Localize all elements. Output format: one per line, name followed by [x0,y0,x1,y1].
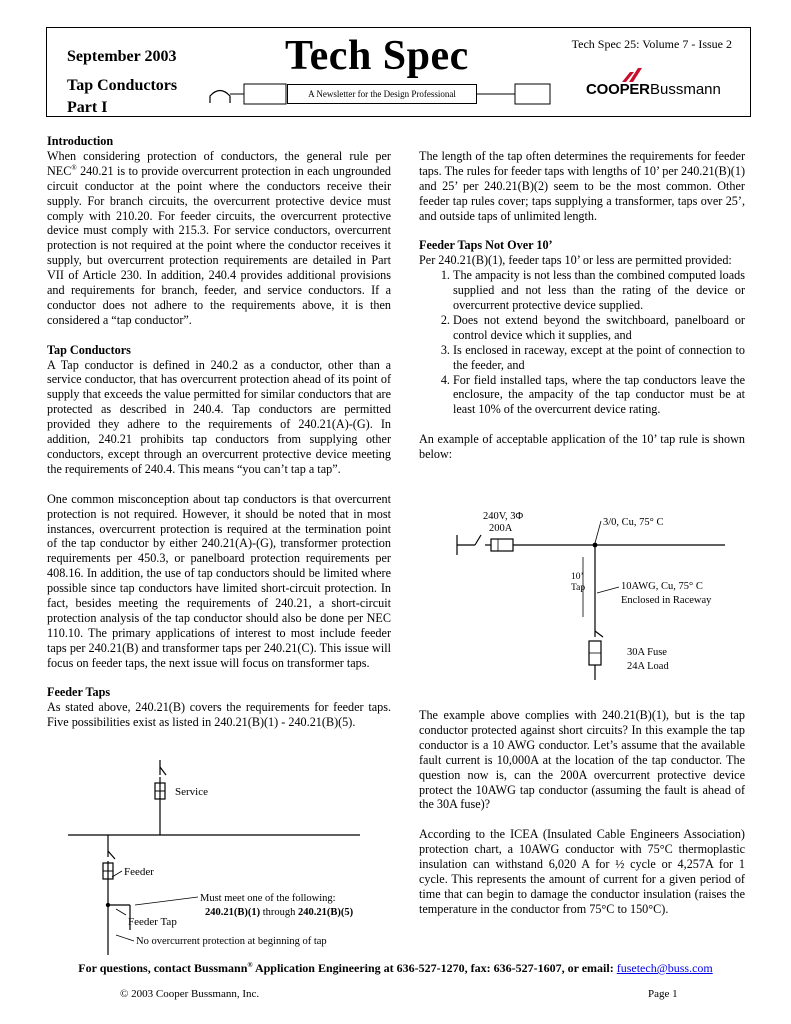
contact-text-a: For questions, contact Bussmann [78,961,248,975]
feeder-paragraph: As stated above, 240.21(B) covers the requirements for feeder taps. Five possibilities exist as listed in 240.21(B)(1) - 240.21(B)(5). [47,700,391,730]
topic-line-1: Tap Conductors [67,77,178,94]
masthead [46,27,751,117]
range-note: 240.21(B)(1) through 240.21(B)(5) [205,907,354,918]
no-protection-note: No overcurrent protection at beginning of tap [136,936,327,947]
condition-item: 1. The ampacity is not less than the combined computed loads supplied and not less than the rating of the device or overcurrent protective device supplied. [453,268,745,313]
ten-foot-heading: Feeder Taps Not Over 10’ [419,238,553,253]
fuse-rating: 30A Fuse [627,647,667,658]
main-fuse-icon [491,539,513,551]
feeder-conductor-spec: 3/0, Cu, 75° C [603,517,664,528]
intro-text-b: 240.21 is to provide overcurrent protection in each ungrounded circuit conductor at the point where the conductors receive their supply. For branch circuits, the overcurrent protective device must comply with 210.20. For feeder circuits, the overcurrent protective device must comply with 215.3. For service conductors, overcurrent protection is not required at the point where the conductor receives it supply, but overcurrent protection requirements are detailed in Part VII of Article 230. In addition, 240.4 provides additional provisions and requirements for branch, feeder, and service conductors. If a conductor does not adhere to the requirements above, it is then considered a “tap conductor”. [47,163,391,327]
cooper-bussmann-logo [586,68,726,100]
registered-mark: ® [71,163,77,172]
contact-text-b: Application Engineering at 636-527-1270, fax: 636-527-1607, or email: [252,961,617,975]
source-ampacity: 200A [489,523,513,534]
issue-date: September 2003 [67,48,177,65]
example-paragraph: The example above complies with 240.21(B)(1), but is the tap conductor protected against short circuits? In this example the tap conductor is a 10 AWG conductor. Let’s assume that the available fault current is 10,000A at the location of the tap conductor. The question now is, can the 200A overcurrent protective device protect the 10AWG tap conductor (assuming the fault is ahead of the 30A fuse)? [419,708,745,812]
must-meet-note: Must meet one of the following: [200,893,336,904]
contact-registered-mark: ® [247,961,253,969]
intro-text-a: When considering protection of conductors, the general rule per NEC [47,148,391,178]
tap-paragraph: A Tap conductor is defined in 240.2 as a conductor, other than a service conductor, that has overcurrent protection ahead of its point of supply that exceeds the value permitted for similar conductors that are protected as described in 240.4. Tap conductors are permitted provided they adhere to the requirements of 240.21(A)-(G). In addition, 240.21 prohibits tap conductors from supplying other conductors, except through an overcurrent protective device meeting the requirements of 240.4. This means “you can’t tap a tap”. [47,357,391,476]
feeder-tap-diagram [60,755,380,955]
left-column [47,134,391,730]
ten-foot-intro: Per 240.21(B)(1), feeder taps 10’ or less are permitted provided: [419,253,732,268]
tap-word: Tap [571,583,586,593]
tap-heading: Tap Conductors [47,342,131,357]
masthead-left [67,46,177,119]
contact-line [0,961,791,976]
misconception-paragraph: One common misconception about tap conductors is that overcurrent protection is not required. However, it should be noted that in most instances, overcurrent protection is required at the termination point of the tap conductor by either 240.21(A)-(G), transformer protection requirements per 450.3, or panelboard protection requirements per 408.16. In addition, the use of tap conductors should be limited where possible since tap conductors have limited short-circuit protection. In fact, besides meeting the requirements of 240.21, a short-circuit protection analysis of the tap conductor should also be done per NEC 110.10. The primary applications of interest to most include feeder taps per 240.21(B) and transformer taps per 240.21(C). This issue will focus on feeder taps, the next issue will focus on transformer taps. [47,491,391,670]
source-voltage: 240V, 3Φ [483,511,524,522]
load-rating: 24A Load [627,661,669,672]
feeder-tap-label: Feeder Tap [128,916,177,928]
tap-conductor-spec: 10AWG, Cu, 75° C [621,581,703,592]
copyright: © 2003 Cooper Bussmann, Inc. [120,988,260,1000]
logo-cooper: COOPER [586,81,650,98]
email-link[interactable]: fusetech@buss.com [616,961,713,975]
intro-paragraph [47,149,391,328]
ten-foot-conditions [419,268,745,417]
logo-bussmann: Bussmann [650,81,721,98]
newsletter-title: Tech Spec [285,33,469,79]
topic-line-2: Part I [67,99,108,116]
issue-number: Tech Spec 25: Volume 7 - Issue 2 [571,37,732,51]
tap-length-paragraph: The length of the tap often determines the requirements for feeder taps. The rules for feeder taps with lengths of 10’ per 240.21(B)(1) and 25’ per 240.21(B)(2) seem to be the most common. Other feeder tap rules cover; taps supplying a transformer, taps over 25’, and outside taps of unlimited length. [419,149,745,223]
tap-length: 10’ [571,572,584,582]
tagline: A Newsletter for the Design Professional [287,84,477,104]
example-intro: An example of acceptable application of the 10’ tap rule is shown below: [419,432,745,462]
condition-item: 2. Does not extend beyond the switchboard, panelboard or control device which it supplies, and [453,313,745,343]
feeder-heading: Feeder Taps [47,685,111,700]
service-label: Service [175,786,208,798]
right-column-lower [419,708,745,917]
right-column [419,149,745,462]
condition-item: 4. For field installed taps, where the tap conductors leave the enclosure, the ampacity of the tap conductor must be at least 10% of the overcurrent device rating. [453,373,745,418]
icea-paragraph: According to the ICEA (Insulated Cable Engineers Association) protection chart, a 10AWG conductor with 75°C thermoplastic insulation can withstand 6,020 A for ½ cycle or 4,257A for 1 cycle. This represents the amount of current for a given period of time that can begin to damage the conductor insulation (raises the temperature in the conductor from 75°C to 150°C). [419,827,745,916]
page-number: Page 1 [648,988,678,1000]
feeder-label: Feeder [124,866,154,878]
raceway-note: Enclosed in Raceway [621,595,712,606]
ten-foot-tap-diagram [445,505,735,685]
intro-heading: Introduction [47,134,114,148]
condition-item: 3. Is enclosed in raceway, except at the point of connection to the feeder, and [453,343,745,373]
